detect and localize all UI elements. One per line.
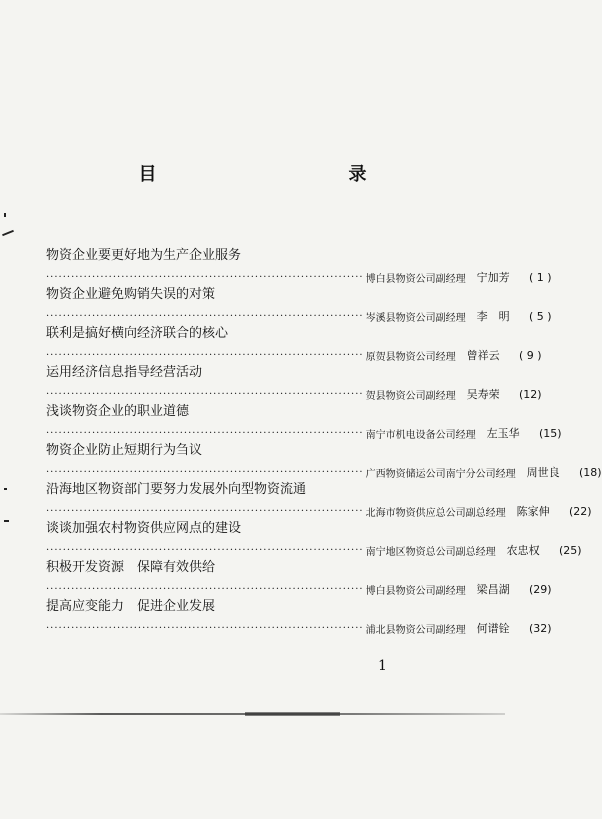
toc-entry	[46, 286, 552, 325]
author-affiliation: 南宁市机电设备公司经理	[365, 429, 476, 441]
scan-artifact	[4, 213, 6, 217]
author-name: 周世良	[526, 466, 560, 479]
entry-title: 运用经济信息指导经营活动	[46, 365, 203, 380]
entry-title: 物资企业防止短期行为刍议	[46, 443, 203, 458]
dot-leader: ············································································	[46, 466, 364, 478]
toc-entry	[46, 442, 602, 481]
entry-title: 物资企业要更好地为生产企业服务	[46, 248, 242, 263]
author-name: 吴寿荣	[466, 388, 500, 401]
author-affiliation: 岑溪县物资公司副经理	[365, 312, 466, 324]
author-name: 何谱铨	[476, 622, 510, 635]
author-name: 梁昌湖	[476, 583, 510, 596]
entry-meta	[46, 424, 562, 442]
entry-meta	[46, 385, 542, 403]
entry-title: 谈谈加强农村物资供应网点的建设	[46, 521, 242, 536]
entry-title: 浅谈物资企业的职业道德	[46, 404, 190, 419]
page-number: (29)	[529, 582, 552, 596]
author-affiliation: 南宁地区物资总公司副总经理	[365, 546, 496, 558]
page-number: (15)	[539, 426, 562, 440]
page-number: (32)	[529, 621, 552, 635]
entry-title: 提高应变能力 促进企业发展	[46, 599, 216, 614]
entry-meta	[46, 541, 582, 559]
author-affiliation: 贺县物资公司副经理	[365, 390, 456, 402]
toc-entry	[46, 481, 592, 520]
page-number: ( 5 )	[529, 309, 552, 323]
entry-meta	[46, 268, 552, 286]
dot-leader: ············································································	[46, 310, 364, 322]
dot-leader: ············································································	[46, 583, 364, 595]
entry-meta	[46, 580, 552, 598]
toc-entry	[46, 247, 552, 286]
entry-title: 沿海地区物资部门要努力发展外向型物资流通	[46, 482, 307, 497]
page-number: (12)	[519, 387, 542, 401]
page-number: (25)	[559, 543, 582, 557]
toc-entry	[46, 598, 552, 637]
author-name: 宁加芳	[476, 271, 510, 284]
author-affiliation: 浦北县物资公司副经理	[365, 624, 466, 636]
author-affiliation: 博白县物资公司副经理	[365, 585, 466, 597]
table-of-contents	[46, 247, 602, 637]
page-folio: 1	[378, 658, 387, 674]
page-number: ( 9 )	[519, 348, 542, 362]
scan-artifact	[4, 488, 7, 490]
author-affiliation: 博白县物资公司副经理	[365, 273, 466, 285]
dot-leader: ············································································	[46, 505, 364, 517]
page-edge-shadow	[245, 712, 340, 716]
author-name: 陈家伸	[516, 505, 550, 518]
author-affiliation: 原贺县物资公司经理	[365, 351, 456, 363]
entry-meta	[46, 463, 602, 481]
page-title: 目 录	[138, 164, 419, 185]
page-number: (18)	[579, 465, 602, 479]
author-name: 李 明	[476, 310, 510, 323]
entry-meta	[46, 619, 552, 637]
dot-leader: ············································································	[46, 271, 364, 283]
page-number: ( 1 )	[529, 270, 552, 284]
dot-leader: ············································································	[46, 388, 364, 400]
toc-entry	[46, 364, 542, 403]
dot-leader: ············································································	[46, 622, 364, 634]
toc-entry	[46, 403, 562, 442]
toc-entry	[46, 325, 542, 364]
dot-leader: ············································································	[46, 427, 364, 439]
author-affiliation: 北海市物资供应总公司副总经理	[365, 507, 506, 519]
entry-meta	[46, 307, 552, 325]
dot-leader: ············································································	[46, 544, 364, 556]
page-number: (22)	[569, 504, 592, 518]
author-affiliation: 广西物资储运公司南宁分公司经理	[365, 468, 516, 480]
entry-title: 物资企业避免购销失误的对策	[46, 287, 216, 302]
entry-meta	[46, 346, 542, 364]
author-name: 曾祥云	[466, 349, 500, 362]
author-name: 左玉华	[486, 427, 520, 440]
scan-artifact	[2, 230, 14, 236]
entry-title: 联利是搞好横向经济联合的核心	[46, 326, 229, 341]
entry-title: 积极开发资源 保障有效供给	[46, 560, 216, 575]
toc-entry	[46, 559, 552, 598]
scan-artifact	[4, 520, 9, 522]
author-name: 农忠权	[506, 544, 540, 557]
entry-meta	[46, 502, 592, 520]
toc-entry	[46, 520, 582, 559]
dot-leader: ············································································	[46, 349, 364, 361]
